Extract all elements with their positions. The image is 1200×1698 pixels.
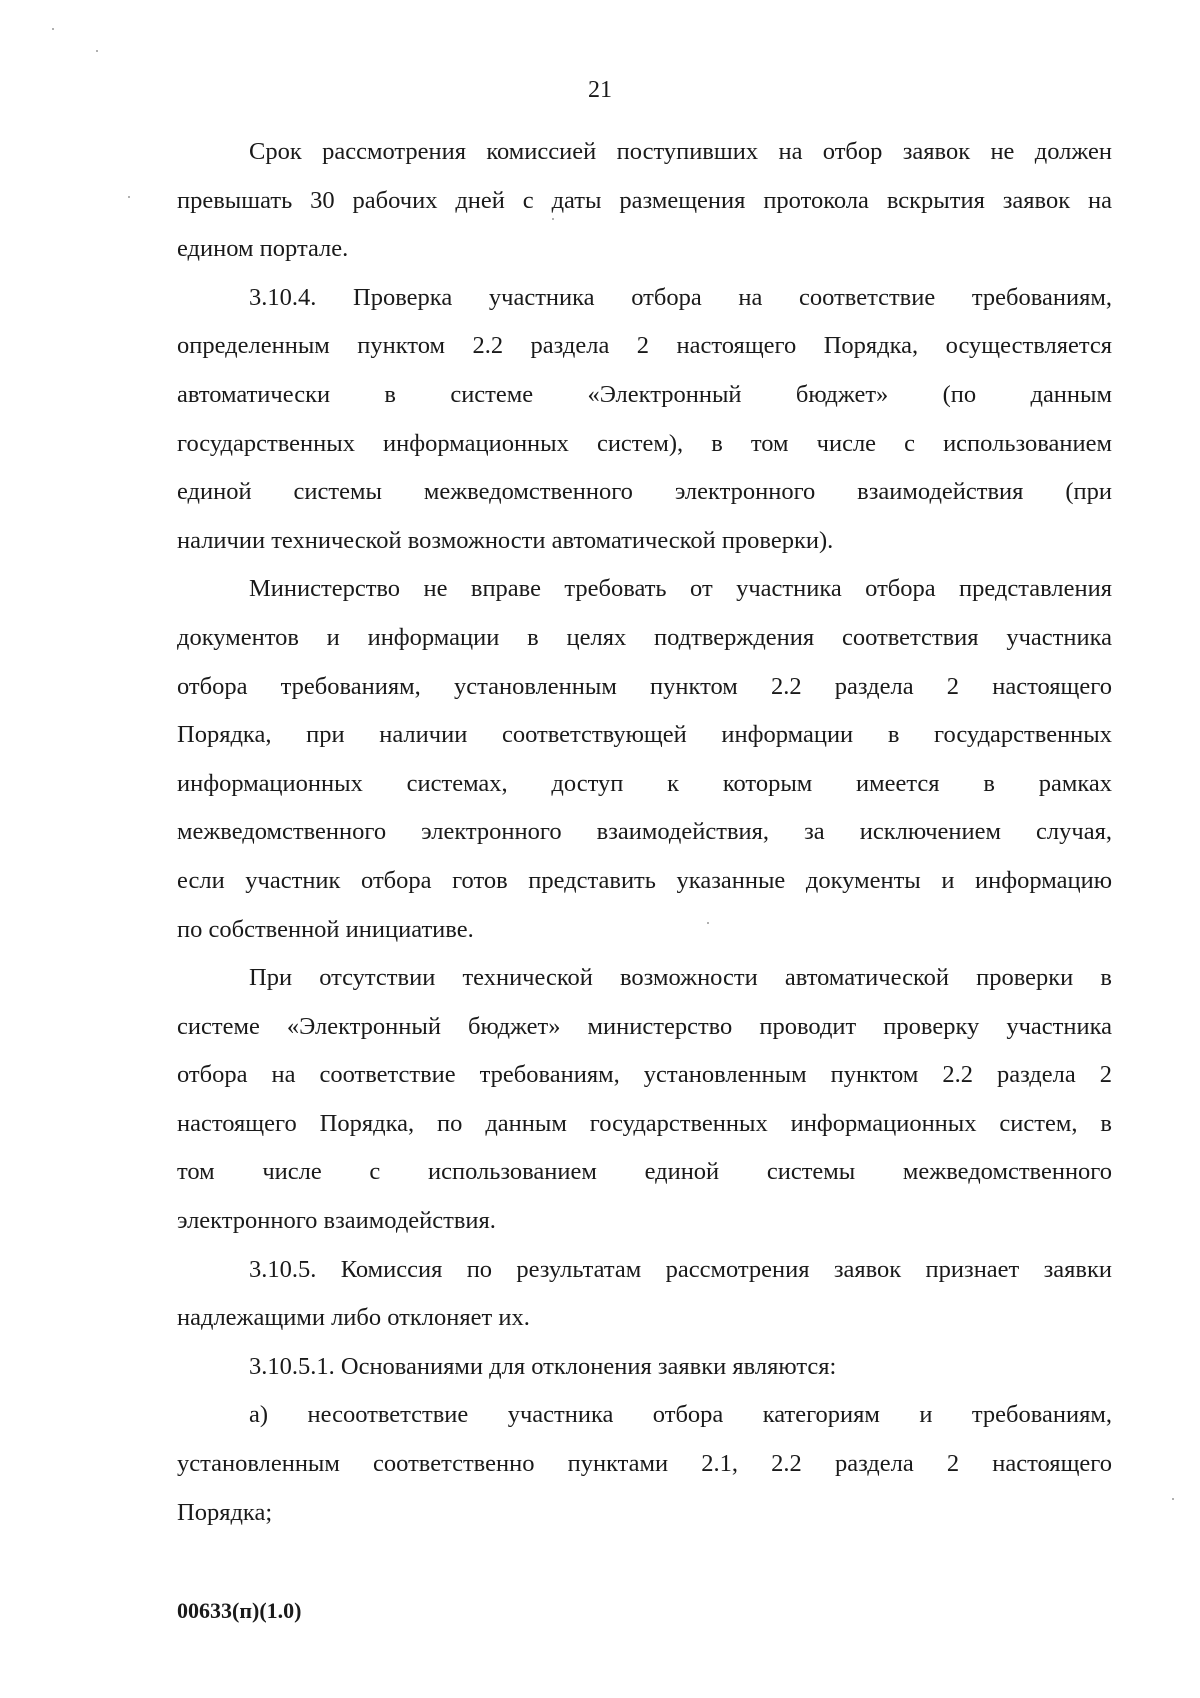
text-line: документов и информации в целях подтверждения соответствия участника: [177, 623, 1112, 651]
text-line: Порядка;: [177, 1498, 273, 1526]
text-line: системе «Электронный бюджет» министерство проводит проверку участника: [177, 1012, 1112, 1040]
text-line: том числе с использованием единой системы межведомственного: [177, 1158, 1112, 1186]
text-line: электронного взаимодействия.: [177, 1207, 496, 1235]
text-line: автоматически в системе «Электронный бюджет» (по данным: [177, 380, 1112, 408]
text-line: Министерство не вправе требовать от участника отбора представления: [249, 575, 1112, 603]
text-line: межведомственного электронного взаимодействия, за исключением случая,: [177, 818, 1112, 846]
text-line: единой системы межведомственного электронного взаимодействия (при: [177, 478, 1112, 506]
document-code: 00633(п)(1.0): [177, 1598, 302, 1623]
document-body: [177, 128, 1112, 1537]
scan-speck: [552, 218, 554, 220]
text-line: государственных информационных систем), в том числе с использованием: [177, 429, 1112, 457]
text-line: 3.10.5. Комиссия по результатам рассмотрения заявок признает заявки: [249, 1255, 1112, 1283]
text-line: Срок рассмотрения комиссией поступивших на отбор заявок не должен: [249, 138, 1112, 165]
text-line: настоящего Порядка, по данным государственных информационных систем, в: [177, 1109, 1112, 1137]
text-line: отбора на соответствие требованиям, установленным пунктом 2.2 раздела 2: [177, 1061, 1112, 1089]
text-line: едином портале.: [177, 235, 349, 263]
scan-speck: [1172, 1498, 1174, 1500]
text-line: 3.10.4. Проверка участника отбора на соответствие требованиям,: [249, 283, 1112, 311]
scan-speck: [96, 50, 98, 52]
text-line: надлежащими либо отклоняет их.: [177, 1304, 530, 1332]
text-line: по собственной инициативе.: [177, 915, 474, 943]
text-line: превышать 30 рабочих дней с даты размещения протокола вскрытия заявок на: [177, 186, 1112, 214]
text-line: установленным соответственно пунктами 2.1, 2.2 раздела 2 настоящего: [177, 1450, 1112, 1478]
scan-speck: [707, 922, 709, 924]
text-line: Порядка, при наличии соответствующей информации в государственных: [177, 721, 1112, 749]
text-line: определенным пунктом 2.2 раздела 2 настоящего Порядка, осуществляется: [177, 332, 1112, 360]
scan-speck: [128, 196, 130, 198]
text-line: а) несоответствие участника отбора категориям и требованиям,: [249, 1401, 1112, 1429]
text-line: если участник отбора готов представить указанные документы и информацию: [177, 866, 1112, 894]
text-line: отбора требованиям, установленным пунктом 2.2 раздела 2 настоящего: [177, 672, 1112, 700]
text-line: 3.10.5.1. Основаниями для отклонения заявки являются:: [249, 1352, 837, 1380]
text-line: При отсутствии технической возможности автоматической проверки в: [249, 964, 1112, 992]
text-line: наличии технической возможности автоматической проверки).: [177, 526, 834, 554]
text-line: информационных системах, доступ к которым имеется в рамках: [177, 769, 1112, 797]
page-number: 21: [588, 77, 612, 103]
scan-speck: [52, 28, 54, 30]
